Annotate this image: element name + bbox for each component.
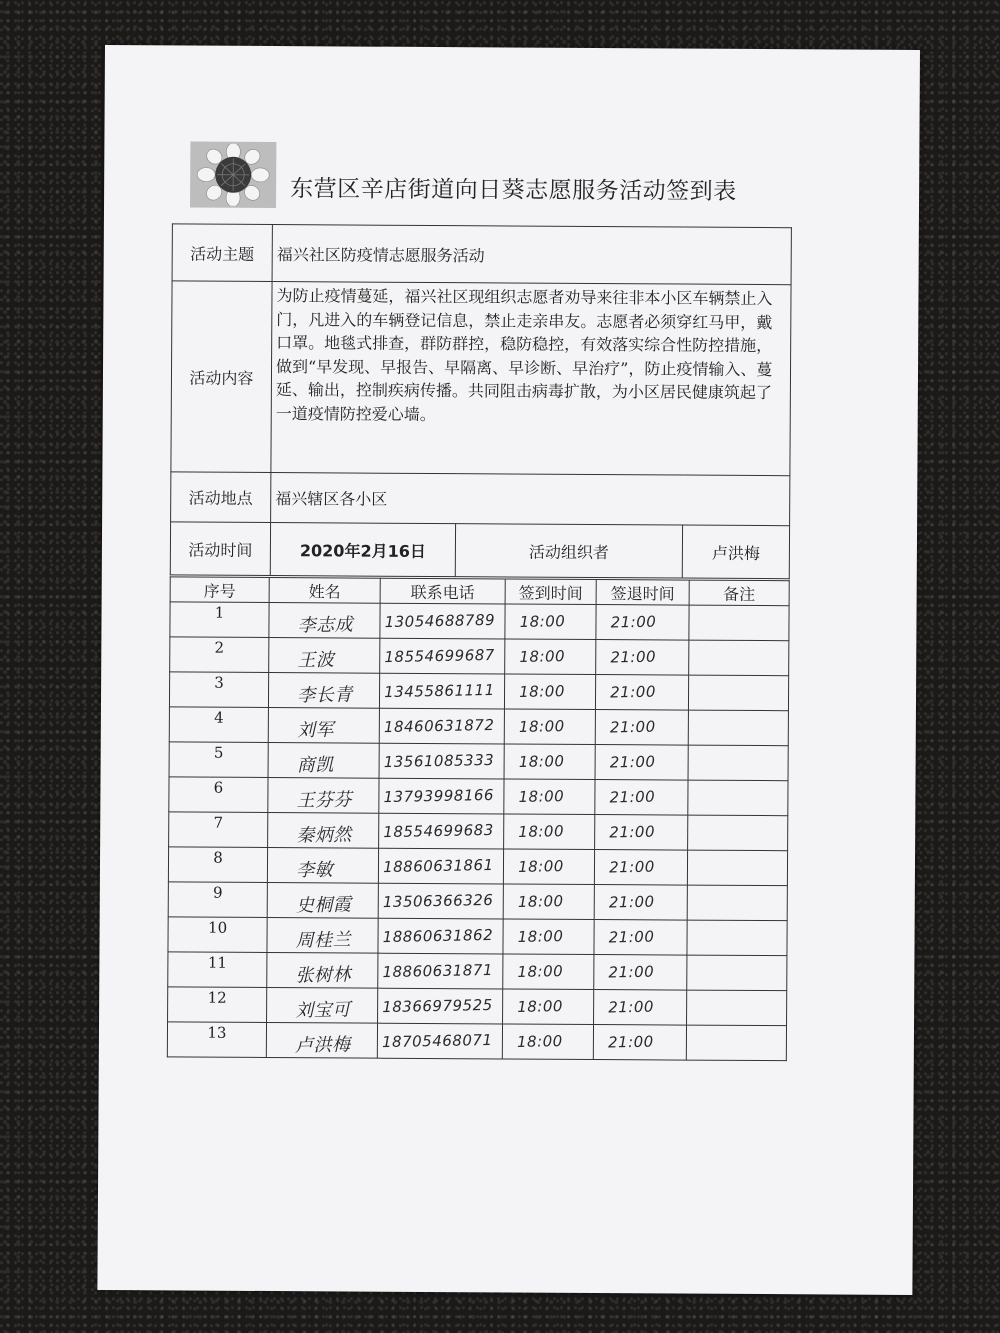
document-title: 东营区辛店街道向日葵志愿服务活动签到表	[290, 176, 737, 205]
row-number: 12	[168, 987, 267, 1023]
row-number: 11	[168, 952, 267, 988]
theme-value: 福兴社区防疫情志愿服务活动	[272, 225, 791, 285]
row-sign-in-time-cell	[503, 989, 594, 1025]
row-phone: 18705468071	[381, 1030, 493, 1052]
table-row	[170, 602, 789, 641]
sign-table-body	[167, 602, 789, 1061]
time-value: 2020年2月16日	[270, 523, 455, 577]
row-sign-out-time-cell	[594, 885, 687, 921]
row-note	[687, 850, 787, 886]
row-sign-out-time: 21:00	[609, 717, 656, 737]
row-number: 8	[168, 847, 267, 883]
row-number: 6	[169, 777, 268, 813]
row-number: 3	[169, 672, 268, 708]
row-sign-in-time: 18:00	[517, 857, 565, 876]
row-sign-in-time-cell	[504, 814, 595, 850]
row-phone-cell	[379, 813, 504, 849]
row-name-cell	[267, 953, 378, 989]
row-phone-cell	[379, 673, 504, 709]
row-phone-cell	[380, 638, 505, 674]
row-name-cell	[268, 708, 379, 744]
row-phone-cell	[378, 848, 503, 884]
row-sign-out-time-cell	[595, 745, 688, 781]
table-row	[167, 1022, 786, 1061]
organizer-value: 卢洪梅	[682, 525, 789, 579]
row-sign-in-time-cell	[502, 1024, 593, 1060]
row-note	[686, 1025, 786, 1061]
row-sign-out-time: 21:00	[610, 647, 657, 667]
theme-label: 活动主题	[172, 224, 272, 282]
row-phone-cell	[378, 883, 503, 919]
row-name-cell	[267, 848, 378, 884]
row-sign-out-time-cell	[593, 1025, 686, 1061]
table-row	[169, 707, 788, 746]
row-note	[688, 815, 788, 851]
row-sign-out-time: 21:00	[609, 787, 656, 807]
table-row	[169, 672, 788, 711]
row-sign-out-time-cell	[595, 780, 688, 816]
row-sign-out-time-cell	[596, 605, 689, 641]
content-label: 活动内容	[171, 281, 272, 473]
row-name: 李志成	[297, 614, 354, 637]
row-sign-out-time: 21:00	[609, 682, 657, 702]
row-sign-out-time-cell	[595, 675, 688, 711]
row-phone: 18860631871	[382, 960, 494, 982]
header-note: 备注	[689, 580, 789, 606]
sign-in-table	[167, 576, 790, 1061]
row-sign-out-time: 21:00	[608, 962, 655, 982]
row-name: 王芬芬	[296, 789, 353, 812]
row-note	[688, 745, 788, 781]
row-phone-cell	[379, 743, 504, 779]
row-name: 秦炳然	[296, 824, 353, 847]
row-name: 史桐霞	[295, 894, 352, 917]
row-name-cell	[268, 673, 379, 709]
row-phone: 18554699683	[383, 820, 494, 842]
row-phone: 18366979525	[382, 995, 493, 1017]
row-sign-out-time: 21:00	[609, 822, 656, 842]
row-name-cell	[267, 883, 378, 919]
row-sign-out-time: 21:00	[608, 892, 655, 912]
table-row	[169, 742, 788, 781]
table-row	[169, 812, 788, 851]
row-phone: 18860631862	[382, 925, 494, 947]
sunflower-icon	[194, 144, 272, 206]
row-sign-in-time: 18:00	[517, 927, 564, 946]
row-sign-out-time: 21:00	[608, 997, 655, 1017]
header-name: 姓名	[269, 578, 380, 604]
row-name: 商凯	[296, 754, 334, 777]
row-name-cell	[269, 638, 380, 674]
header-number: 序号	[170, 577, 269, 603]
row-phone: 18554699687	[384, 645, 496, 667]
row-number: 2	[170, 637, 269, 673]
row-name-cell	[268, 743, 379, 779]
row-sign-in-time-cell	[504, 744, 595, 780]
row-name-cell	[267, 988, 378, 1024]
table-row	[168, 847, 787, 886]
activity-info-table	[170, 223, 792, 579]
row-note	[687, 955, 787, 991]
row-number: 4	[169, 707, 268, 743]
row-sign-in-time-cell	[505, 639, 596, 675]
row-name: 李敏	[295, 859, 334, 882]
row-phone-cell	[380, 603, 505, 639]
time-label: 活动时间	[170, 522, 270, 576]
organizer-label: 活动组织者	[455, 524, 682, 578]
row-sign-in-time: 18:00	[517, 892, 564, 911]
row-sign-in-time-cell	[503, 919, 594, 955]
row-note	[689, 605, 789, 641]
row-sign-out-time: 21:00	[610, 612, 657, 632]
table-row	[168, 952, 787, 991]
row-sign-out-time: 21:00	[607, 1032, 654, 1052]
row-sign-in-time-cell	[505, 604, 596, 640]
row-note	[688, 675, 788, 711]
place-value: 福兴辖区各小区	[271, 473, 790, 526]
row-note	[687, 885, 787, 921]
row-number: 13	[167, 1022, 266, 1058]
row-sign-in-time-cell	[504, 674, 595, 710]
header-sign-in-time: 签到时间	[505, 579, 596, 605]
row-number: 10	[168, 917, 267, 953]
row-name-cell	[266, 1023, 377, 1059]
row-name: 王波	[297, 649, 335, 672]
row-phone: 13561085333	[383, 750, 495, 772]
sunflower-logo	[190, 142, 276, 209]
sign-in-sheet-paper	[97, 45, 920, 1295]
row-sign-out-time-cell	[595, 815, 688, 851]
row-note	[687, 920, 787, 956]
row-sign-in-time-cell	[504, 779, 595, 815]
row-sign-in-time: 18:00	[518, 822, 565, 841]
row-sign-in-time: 18:00	[517, 997, 564, 1016]
row-name: 张树林	[295, 964, 352, 987]
row-sign-out-time: 21:00	[609, 752, 656, 772]
row-number: 1	[170, 602, 269, 638]
row-phone: 13506366326	[382, 890, 494, 912]
table-row	[169, 777, 788, 816]
row-phone-cell	[378, 988, 503, 1024]
row-sign-out-time-cell	[594, 920, 687, 956]
row-sign-out-time-cell	[594, 955, 687, 991]
row-phone: 13455861111	[383, 680, 495, 702]
table-row	[168, 987, 787, 1026]
row-name: 卢洪梅	[294, 1034, 351, 1057]
row-sign-out-time: 21:00	[608, 857, 656, 877]
row-name-cell	[269, 603, 380, 639]
row-phone-cell	[378, 918, 503, 954]
row-sign-in-time: 18:00	[516, 1032, 563, 1051]
row-sign-in-time: 18:00	[518, 682, 566, 701]
header-sign-out-time: 签退时间	[596, 580, 689, 606]
row-phone-cell	[378, 953, 503, 989]
row-phone: 18860631861	[382, 855, 494, 877]
row-sign-out-time: 21:00	[608, 927, 655, 947]
row-name: 周桂兰	[295, 929, 352, 952]
row-note	[688, 710, 788, 746]
row-name-cell	[267, 918, 378, 954]
row-sign-out-time-cell	[594, 850, 687, 886]
row-phone-cell	[377, 1023, 502, 1059]
row-sign-in-time-cell	[503, 849, 594, 885]
row-sign-out-time-cell	[596, 640, 689, 676]
content-value: 为防止疫情蔓延，福兴社区现组织志愿者劝导来往非本小区车辆禁止入门，凡进入的车辆登记信息，禁止走亲串友。志愿者必须穿红马甲，戴口罩。地毯式排查，群防群控，稳防稳控，有效落实综合性防控措施，做到“早发现、早报告、早隔离、早诊断、早治疗”，防止疫情输入、蔓延、输出，控制疾病传播。共同阻击病毒扩散，为小区居民健康筑起了一道疫情防控爱心墙。	[271, 282, 791, 476]
header-phone: 联系电话	[380, 578, 505, 604]
row-phone: 18460631872	[383, 715, 495, 737]
sign-table-header	[170, 577, 789, 606]
row-number: 9	[168, 882, 267, 918]
row-note	[689, 640, 789, 676]
table-row	[170, 637, 789, 676]
row-name: 刘宝可	[295, 999, 351, 1022]
table-row	[168, 882, 787, 921]
row-phone: 13793998166	[383, 785, 495, 807]
row-number: 7	[169, 812, 268, 848]
row-sign-in-time: 18:00	[518, 752, 565, 771]
place-label: 活动地点	[171, 472, 271, 523]
row-sign-out-time-cell	[594, 990, 687, 1026]
row-name-cell	[268, 778, 379, 814]
row-sign-in-time: 18:00	[519, 647, 566, 666]
row-sign-in-time: 18:00	[519, 612, 566, 631]
row-sign-out-time-cell	[595, 710, 688, 746]
table-row	[168, 917, 787, 956]
row-note	[688, 780, 788, 816]
row-phone: 13054688789	[384, 610, 496, 632]
row-sign-in-time-cell	[503, 954, 594, 990]
row-sign-in-time: 18:00	[518, 717, 565, 736]
row-phone-cell	[379, 778, 504, 814]
row-sign-in-time: 18:00	[517, 962, 564, 981]
row-name: 刘军	[296, 719, 335, 742]
row-name-cell	[268, 813, 379, 849]
row-number: 5	[169, 742, 268, 778]
row-sign-in-time-cell	[503, 884, 594, 920]
row-phone-cell	[379, 708, 504, 744]
row-note	[687, 990, 787, 1026]
row-name: 李长青	[296, 684, 353, 707]
row-sign-in-time-cell	[504, 709, 595, 745]
row-sign-in-time: 18:00	[518, 787, 565, 806]
